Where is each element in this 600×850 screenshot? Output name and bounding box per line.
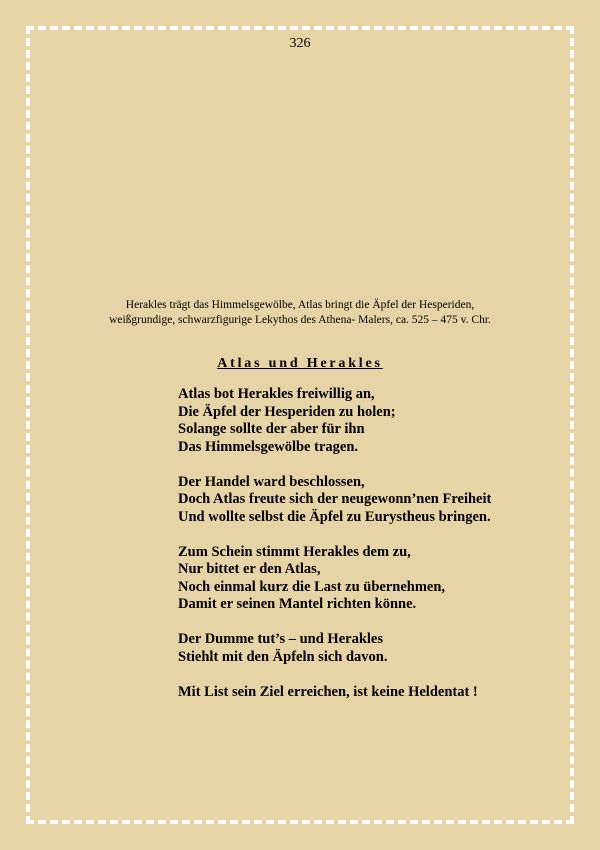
- image-caption: [0, 298, 600, 328]
- poem-line: Stiehlt mit den Äpfeln sich davon.: [178, 648, 388, 665]
- poem-line: Noch einmal kurz die Last zu übernehmen,: [178, 578, 446, 595]
- poem-stanza: [178, 631, 491, 666]
- caption-line: Herakles trägt das Himmelsgewölbe, Atlas bringt die Äpfel der Hesperiden,: [125, 299, 475, 311]
- poem-stanza: [178, 386, 491, 456]
- poem-line: Solange sollte der aber für ihn: [178, 421, 365, 437]
- poem-line: Nur bittet er den Atlas,: [178, 561, 321, 577]
- poem-line: Der Handel ward beschlossen,: [178, 473, 365, 490]
- poem-body: [178, 386, 491, 719]
- poem-stanza: [178, 544, 491, 614]
- poem-line: Der Dumme tut’s – und Herakles: [178, 631, 384, 647]
- poem-line: Die Äpfel der Hesperiden zu holen;: [178, 403, 396, 420]
- poem-line: Das Himmelsgewölbe tragen.: [178, 438, 359, 455]
- poem-line: Und wollte selbst die Äpfel zu Eurystheus bringen.: [178, 508, 491, 525]
- caption-line: weißgrundige, schwarzfigurige Lekythos des Athena- Malers, ca. 525 – 475 v. Chr.: [109, 314, 491, 326]
- poem-line: Damit er seinen Mantel richten könne.: [178, 596, 417, 612]
- page-number: 326: [289, 36, 311, 51]
- poem-line: Doch Atlas freute sich der neugewonn’nen Freiheit: [178, 491, 492, 507]
- poem-line: Atlas bot Herakles freiwillig an,: [178, 386, 375, 402]
- poem-line: Mit List sein Ziel erreichen, ist keine Heldentat !: [178, 683, 478, 700]
- poem-stanza: [178, 474, 491, 527]
- poem-title: Atlas und Herakles: [217, 356, 383, 371]
- poem-line: Zum Schein stimmt Herakles dem zu,: [178, 543, 411, 560]
- poem-stanza: [178, 684, 491, 702]
